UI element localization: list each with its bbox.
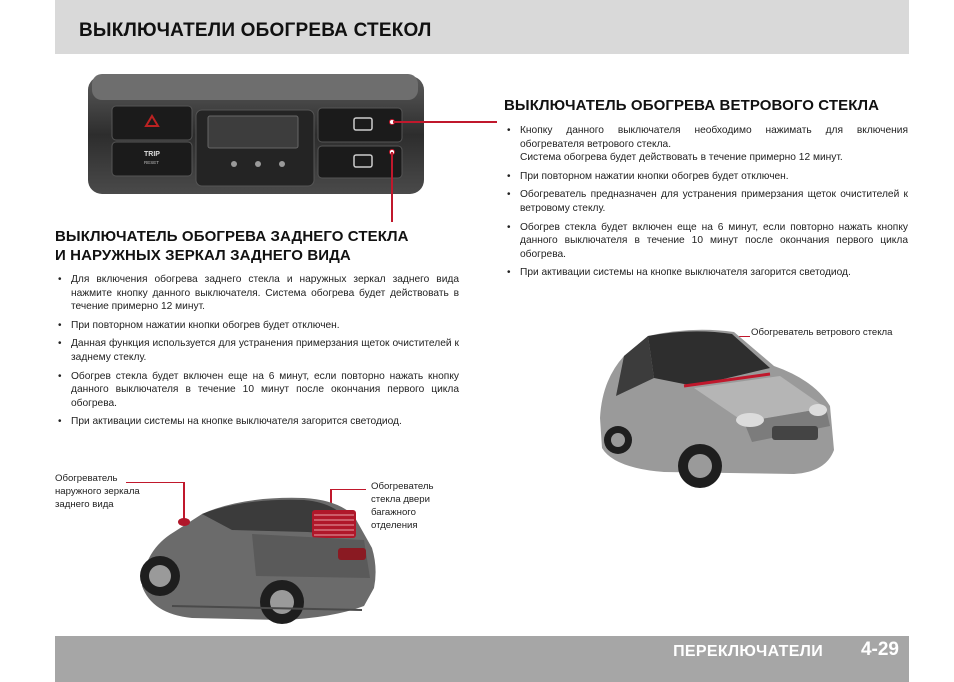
list-item: • При повторном нажатии кнопки обогрев будет отключен. xyxy=(504,170,908,184)
caption-windshield-heater: Обогреватель ветрового стекла xyxy=(751,327,893,338)
footer-section-name: ПЕРЕКЛЮЧАТЕЛИ xyxy=(673,643,823,660)
trip-label: TRIP xyxy=(144,151,160,158)
callout-line-rear-switch xyxy=(391,152,393,222)
list-item xyxy=(504,124,908,165)
front-section-title: ВЫКЛЮЧАТЕЛЬ ОБОГРЕВА ВЕТРОВОГО СТЕКЛА xyxy=(504,97,880,114)
front-bullet1-line-b: Система обогрева будет действовать в течение примерно 12 минут. xyxy=(520,152,843,164)
list-item: • Обогрев стекла будет включен еще на 6 минут, если повторно нажать кнопку данного выключателя в течение 10 минут после окончания первого цикла обогрева. xyxy=(504,221,908,262)
caption-mirror-heater: Обогреватель наружного зеркала заднего вида xyxy=(55,473,140,510)
footer-bar xyxy=(55,636,909,682)
front-car-photo xyxy=(594,322,842,494)
switch-panel-photo xyxy=(86,72,426,200)
rear-section-title xyxy=(55,227,465,265)
list-item: • Данная функция используется для устранения примерзания щеток очистителей к заднему стеклу. xyxy=(55,337,459,364)
rear-title-line2: И НАРУЖНЫХ ЗЕРКАЛ ЗАДНЕГО ВИДА xyxy=(55,247,351,264)
list-item: • Для включения обогрева заднего стекла и наружных зеркал заднего вида нажмите кнопку данного выключателя. Система обогрева будет действовать в течение примерно 12 минут. xyxy=(55,273,459,314)
list-item: • При активации системы на кнопке выключателя загорится светодиод. xyxy=(504,266,908,280)
front-bullet1-line-a: • Кнопку данного выключателя необходимо нажимать для включения обогревателя ветрового стекла. xyxy=(520,125,908,150)
list-item: • Обогреватель предназначен для устранения примерзания щеток очистителей к ветровому стеклу. xyxy=(504,188,908,215)
caption-tailgate-heater: Обогреватель стекла двери багажного отделения xyxy=(371,481,434,531)
page-title: ВЫКЛЮЧАТЕЛИ ОБОГРЕВА СТЕКОЛ xyxy=(79,20,432,41)
rear-bullet-list xyxy=(55,273,459,434)
rear-title-line1: ВЫКЛЮЧАТЕЛЬ ОБОГРЕВА ЗАДНЕГО СТЕКЛА xyxy=(55,228,409,245)
list-item: • При повторном нажатии кнопки обогрев будет отключен. xyxy=(55,319,459,333)
list-item: • При активации системы на кнопке выключателя загорится светодиод. xyxy=(55,415,459,429)
rear-car-photo xyxy=(132,488,382,634)
list-item: • Обогрев стекла будет включен еще на 6 минут, если повторно нажать кнопку данного выключателя в течение 10 минут после окончания первого цикла обогрева. xyxy=(55,370,459,411)
callout-line-front-switch xyxy=(393,121,497,123)
front-bullet-list xyxy=(504,124,908,285)
page-number: 4-29 xyxy=(860,639,899,660)
header-bar xyxy=(55,0,909,54)
callout-line-mirror xyxy=(126,482,184,483)
reset-label: RESET xyxy=(144,160,160,165)
